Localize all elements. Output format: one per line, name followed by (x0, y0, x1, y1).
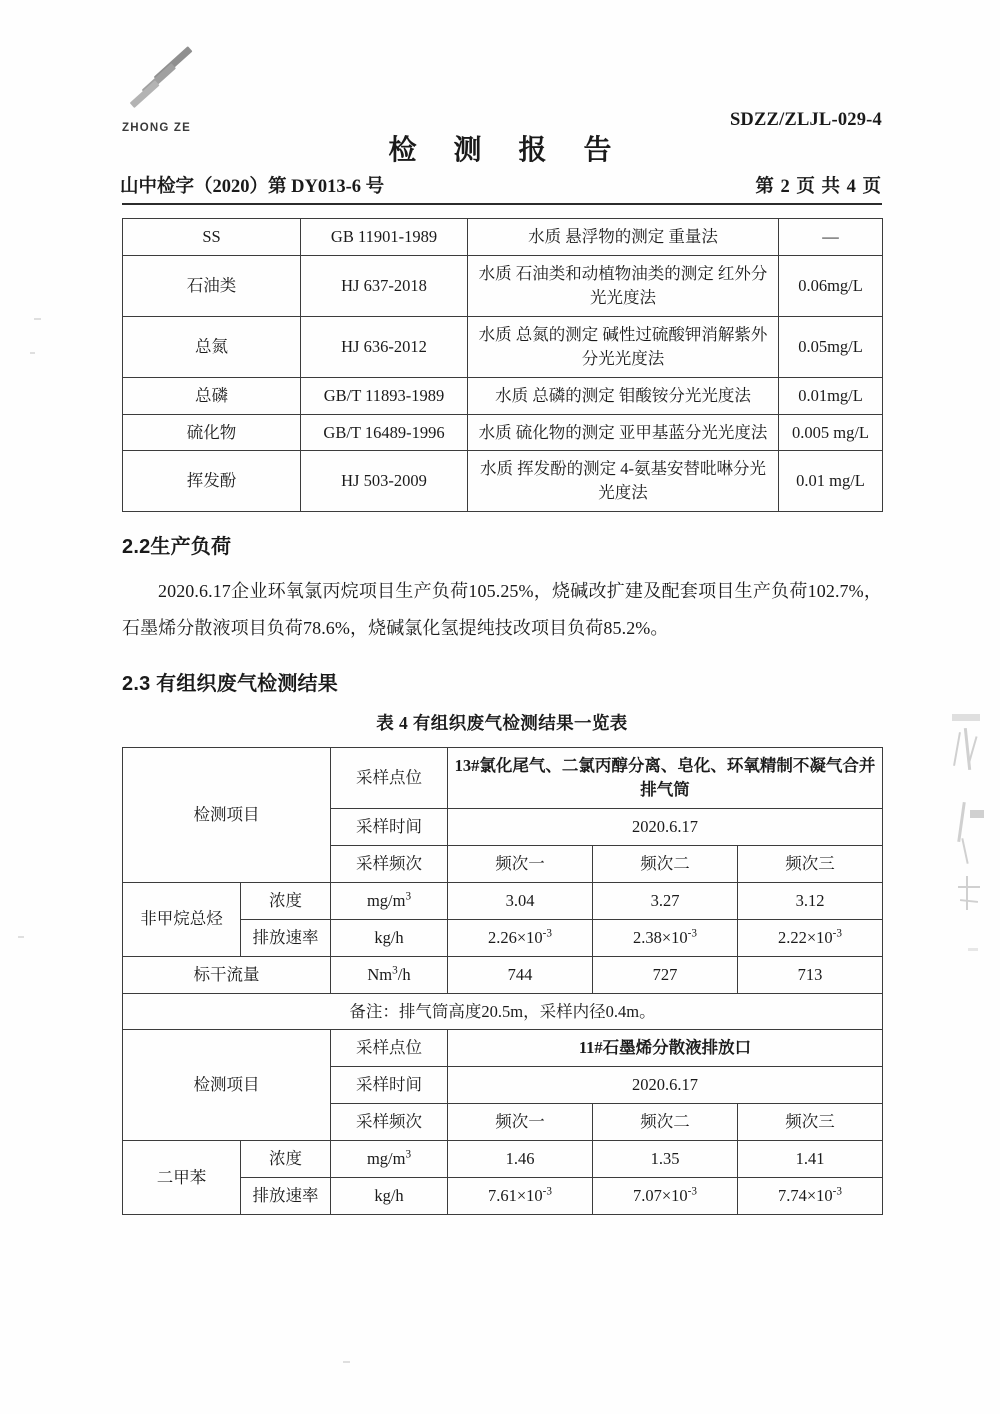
value-rate-1-3: $2.22\times 10^{-3}$ (738, 919, 883, 956)
label-sampling-time-2: 采样时间 (331, 1067, 448, 1104)
unit-nm3-h: Nm$^3$/h (331, 956, 448, 993)
table-row (123, 451, 883, 512)
margin-scan-artifact (942, 710, 994, 1010)
unit-mg-m3-2: $mg/m^3$ (331, 1141, 448, 1178)
value-frequency-1-3: 频次三 (738, 845, 883, 882)
cell-detection-limit: 0.01mg/L (779, 377, 883, 414)
table-row (123, 882, 883, 919)
cell-item: 总氮 (123, 316, 301, 377)
cell-method: 水质 硫化物的测定 亚甲基蓝分光光度法 (468, 414, 779, 451)
value-conc-2-2: 1.35 (593, 1141, 738, 1178)
value-rate-2-2: $7.07\times 10^{-3}$ (593, 1178, 738, 1215)
water-method-table (122, 218, 883, 512)
value-sampling-point-1: 13#氯化尾气、二氯丙醇分离、皂化、环氧精制不凝气合并排气筒 (448, 748, 883, 809)
value-rate-2-3: $7.74\times 10^{-3}$ (738, 1178, 883, 1215)
page-content (122, 218, 882, 1215)
cell-method: 水质 悬浮物的测定 重量法 (468, 219, 779, 256)
cell-item: 总磷 (123, 377, 301, 414)
value-conc-1-1: 3.04 (448, 882, 593, 919)
value-conc-2-1: 1.46 (448, 1141, 593, 1178)
label-sampling-time: 采样时间 (331, 808, 448, 845)
value-conc-1-3: 3.12 (738, 882, 883, 919)
cell-standard: HJ 636-2012 (301, 316, 468, 377)
value-sampling-time-2: 2020.6.17 (448, 1067, 883, 1104)
value-conc-2-3: 1.41 (738, 1141, 883, 1178)
label-sampling-point-2: 采样点位 (331, 1030, 448, 1067)
label-test-item-2: 检测项目 (123, 1030, 331, 1141)
cell-standard: GB/T 11893-1989 (301, 377, 468, 414)
value-sampling-point-2: 11#石墨烯分散液排放口 (448, 1030, 883, 1067)
table-row (123, 993, 883, 1030)
logo-text: ZHONG ZE (122, 122, 192, 134)
cell-item: 挥发酚 (123, 451, 301, 512)
page-indicator: 第 2 页 共 4 页 (755, 177, 882, 197)
unit-kg-h-2: kg/h (331, 1178, 448, 1215)
header-divider (122, 203, 882, 205)
value-rate-1-2: $2.38\times 10^{-3}$ (593, 919, 738, 956)
label-sampling-frequency: 采样频次 (331, 845, 448, 882)
label-pollutant-1: 非甲烷总烃 (123, 882, 241, 956)
value-sampling-time-1: 2020.6.17 (448, 808, 883, 845)
label-concentration: 浓度 (241, 882, 331, 919)
cell-method: 水质 石油类和动植物油类的测定 红外分光光度法 (468, 255, 779, 316)
table-row (123, 255, 883, 316)
cell-method: 水质 总磷的测定 钼酸铵分光光度法 (468, 377, 779, 414)
document-code: SDZZ/ZLJL-029-4 (729, 110, 882, 130)
table-row (123, 956, 883, 993)
table-row (123, 316, 883, 377)
table-row (123, 219, 883, 256)
cell-standard: HJ 503-2009 (301, 451, 468, 512)
cell-item: SS (123, 219, 301, 256)
label-test-item: 检测项目 (123, 748, 331, 883)
organized-exhaust-results-table (122, 747, 883, 1215)
remark-1: 备注：排气筒高度20.5m，采样内径0.4m。 (123, 993, 883, 1030)
cell-standard: HJ 637-2018 (301, 255, 468, 316)
value-frequency-2-1: 频次一 (448, 1104, 593, 1141)
value-rate-1-1: $2.26\times 10^{-3}$ (448, 919, 593, 956)
value-conc-1-2: 3.27 (593, 882, 738, 919)
label-standard-dry-flow: 标干流量 (123, 956, 331, 993)
label-emission-rate-2: 排放速率 (241, 1178, 331, 1215)
unit-kg-h: kg/h (331, 919, 448, 956)
cell-standard: GB/T 16489-1996 (301, 414, 468, 451)
cell-detection-limit: 0.005 mg/L (779, 414, 883, 451)
cell-detection-limit: 0.05mg/L (779, 316, 883, 377)
logo-bars-icon (126, 72, 194, 118)
cell-item: 石油类 (123, 255, 301, 316)
table-row (123, 748, 883, 809)
table-row (123, 414, 883, 451)
cell-method: 水质 总氮的测定 碱性过硫酸钾消解紫外分光光度法 (468, 316, 779, 377)
label-concentration-2: 浓度 (241, 1141, 331, 1178)
table-row (123, 1030, 883, 1067)
table-row (123, 1141, 883, 1178)
table-4-caption: 表 4 有组织废气检测结果一览表 (376, 713, 628, 734)
cell-item: 硫化物 (123, 414, 301, 451)
value-flow-1-1: 744 (448, 956, 593, 993)
page-title: 检 测 报 告 (388, 135, 627, 166)
label-sampling-frequency-2: 采样频次 (331, 1104, 448, 1141)
value-frequency-1-1: 频次一 (448, 845, 593, 882)
cell-detection-limit: 0.01 mg/L (779, 451, 883, 512)
label-pollutant-2: 二甲苯 (123, 1141, 241, 1215)
value-frequency-2-3: 频次三 (738, 1104, 883, 1141)
value-flow-1-2: 727 (593, 956, 738, 993)
section-heading-2-3: 2.3 有组织废气检测结果 (122, 673, 338, 696)
label-emission-rate: 排放速率 (241, 919, 331, 956)
label-sampling-point: 采样点位 (331, 748, 448, 809)
section-paragraph-2-2: 2020.6.17企业环氧氯丙烷项目生产负荷105.25%，烧碱改扩建及配套项目生产负荷102.7%，石墨烯分散液项目负荷78.6%，烧碱氯化氢提纯技改项目负荷85.2%。 (122, 581, 882, 639)
section-heading-2-2: 2.2生产负荷 (122, 536, 232, 559)
table-row (123, 377, 883, 414)
document-number: 山中检字（2020）第 DY013-6 号 (120, 177, 385, 197)
unit-mg-m3: $mg/m^3$ (331, 882, 448, 919)
cell-method: 水质 挥发酚的测定 4-氨基安替吡啉分光光度法 (468, 451, 779, 512)
cell-detection-limit: 0.06mg/L (779, 255, 883, 316)
page-header (0, 0, 1000, 200)
value-frequency-2-2: 频次二 (593, 1104, 738, 1141)
cell-detection-limit: — (779, 219, 883, 256)
value-flow-1-3: 713 (738, 956, 883, 993)
value-frequency-1-2: 频次二 (593, 845, 738, 882)
value-rate-2-1: $7.61\times 10^{-3}$ (448, 1178, 593, 1215)
cell-standard: GB 11901-1989 (301, 219, 468, 256)
